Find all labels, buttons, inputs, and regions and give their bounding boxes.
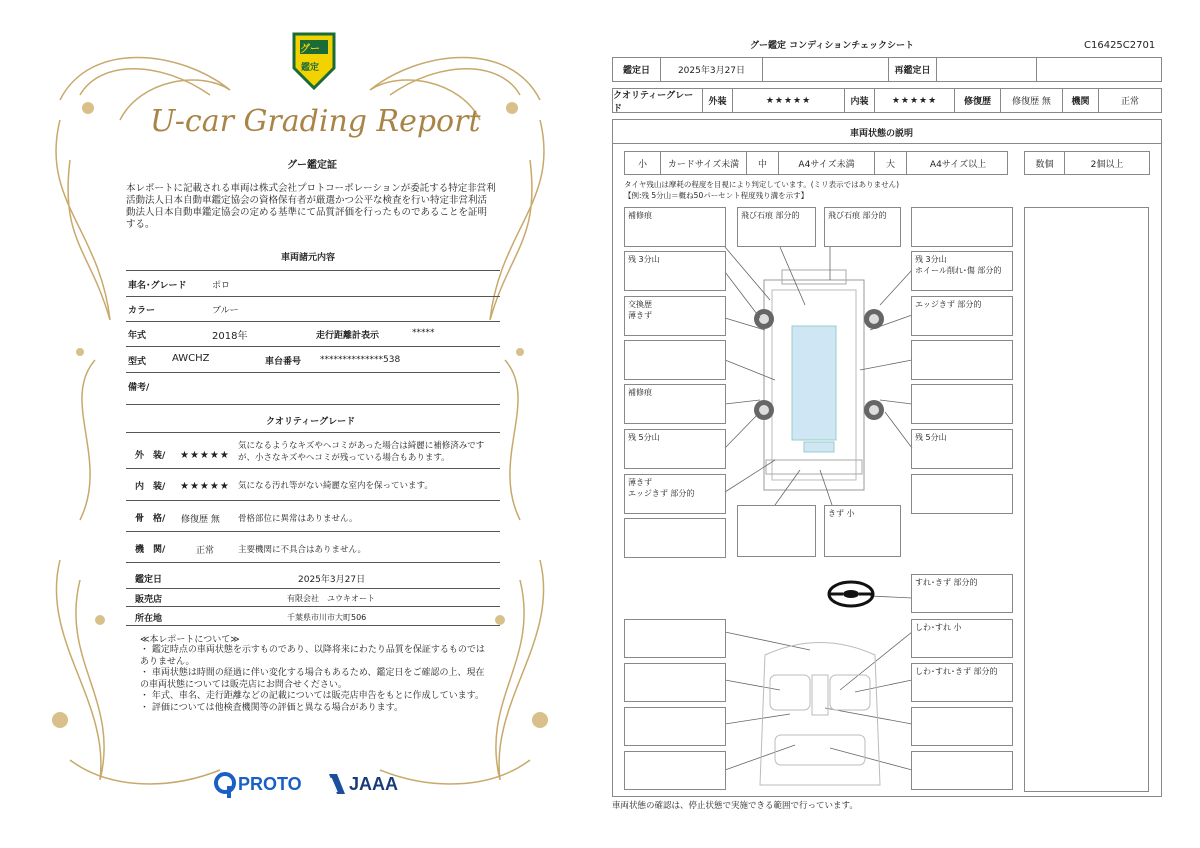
interior-box bbox=[624, 663, 726, 702]
date-value: 2025年3月27日 bbox=[298, 575, 366, 585]
jaaa-logo-icon bbox=[327, 772, 347, 796]
divider bbox=[126, 625, 500, 626]
damage-box: 薄きず エッジきず 部分的 bbox=[624, 474, 726, 514]
divider bbox=[126, 270, 500, 271]
color-label: カラー bbox=[128, 306, 156, 316]
divider bbox=[126, 346, 500, 347]
divider bbox=[126, 296, 500, 297]
year-value: 2018年 bbox=[212, 331, 248, 342]
note-item: ・ 鑑定時点の車両状態を示すものであり、以降将来にわたり品質を保証するものではありません。 bbox=[140, 645, 485, 667]
divider bbox=[126, 562, 500, 563]
damage-box: 補修痕 bbox=[624, 384, 726, 424]
notes-title: ≪本レポートについて≫ bbox=[140, 635, 240, 645]
interior-box: すれ･きず 部分的 bbox=[911, 574, 1013, 613]
interior-box: しわ･すれ･きず 部分的 bbox=[911, 663, 1013, 702]
name-label: 車名･グレード bbox=[128, 281, 187, 291]
legend-large-desc: A4サイズ以上 bbox=[929, 159, 987, 170]
mileage-label: 走行距離計表示 bbox=[316, 331, 380, 341]
condition-check-sheet bbox=[600, 0, 1200, 848]
sheet-title: グー鑑定 コンディションチェックシート bbox=[750, 41, 914, 51]
proto-logo-text: PROTO bbox=[238, 774, 302, 794]
address-value: 千葉県市川市大町506 bbox=[287, 613, 367, 622]
legend-large: 大 bbox=[875, 152, 907, 174]
interior-box bbox=[624, 619, 726, 658]
frame-value: 修復歴 無 bbox=[181, 515, 220, 525]
interior-box bbox=[624, 707, 726, 746]
badge-top-text: グー bbox=[300, 44, 320, 55]
divider bbox=[126, 372, 500, 373]
damage-box: 交換歴 薄きず bbox=[624, 296, 726, 336]
divider bbox=[126, 606, 500, 607]
frame-label: 骨 格/ bbox=[135, 514, 166, 524]
damage-box: 残 5分山 bbox=[911, 429, 1013, 469]
certificate-title: グー鑑定証 bbox=[287, 160, 337, 171]
interior-box bbox=[911, 707, 1013, 746]
ext-stars: ★★★★★ bbox=[733, 89, 845, 112]
repair-value: 修復歴 無 bbox=[1001, 89, 1063, 112]
damage-box bbox=[911, 474, 1013, 514]
car-interior-diagram bbox=[750, 635, 890, 795]
engine-desc: 主要機関に不具合はありません。 bbox=[238, 545, 367, 555]
exterior-stars: ★★★★★ bbox=[180, 450, 230, 461]
dealer-label: 販売店 bbox=[135, 595, 163, 605]
legend-small-desc: カードサイズ未満 bbox=[661, 152, 747, 174]
chassis-label: 車台番号 bbox=[265, 357, 302, 367]
remarks-label: 備考/ bbox=[128, 383, 150, 393]
mileage-value: ***** bbox=[412, 328, 435, 338]
date-label: 鑑定日 bbox=[135, 575, 163, 585]
chassis-value: **************538 bbox=[320, 355, 401, 365]
proto-logo-icon bbox=[214, 772, 236, 798]
model-value: AWCHZ bbox=[172, 353, 210, 364]
redate-label: 再鑑定日 bbox=[889, 58, 937, 81]
interior-box bbox=[911, 751, 1013, 790]
sheet-id: C16425C2701 bbox=[1084, 40, 1156, 51]
divider bbox=[126, 404, 500, 405]
quality-heading: クオリティーグレード bbox=[266, 417, 356, 427]
report-title: U-car Grading Report bbox=[150, 104, 481, 139]
damage-box: きず 小 bbox=[824, 505, 901, 557]
engine-label: 機関 bbox=[1063, 89, 1099, 112]
divider bbox=[126, 500, 500, 501]
interior-stars: ★★★★★ bbox=[180, 481, 230, 492]
damage-box bbox=[911, 384, 1013, 424]
damage-box bbox=[911, 207, 1013, 247]
footer-note: 車両状態の確認は、停止状態で実施できる範囲で行っています。 bbox=[612, 801, 858, 811]
damage-box: 残 3分山 ホイール削れ･傷 部分的 bbox=[911, 251, 1013, 291]
date-value: 2025年3月27日 bbox=[661, 58, 763, 81]
note-item: ・ 年式、車名、走行距離などの記載については販売店申告をもとに作成しています。 bbox=[140, 691, 484, 701]
divider bbox=[126, 432, 500, 433]
damage-box bbox=[624, 340, 726, 380]
note-item: ・ 評価については他検査機関等の評価と異なる場合があります。 bbox=[140, 702, 403, 713]
note-item: ・ 車両状態は時間の経過に伴い変化する場合もあるため、鑑定日をご確認の上、現在の車両状態については販売店にお問合せください。 bbox=[140, 668, 485, 690]
certificate-intro: 本レポートに記載される車両は株式会社プロトコーポレーションが委託する特定非営利活動法人日本自動車鑑定協会の資格保有者が厳選かつ公平な検査を行い特定非営利活動法人日本自動車鑑定協会の定める基準にて品質評価を行ったものであることを証明する。 bbox=[126, 183, 496, 230]
divider bbox=[126, 588, 500, 589]
interior-box: しわ･すれ 小 bbox=[911, 619, 1013, 658]
address-label: 所在地 bbox=[135, 614, 163, 624]
steering-wheel-icon bbox=[826, 580, 876, 610]
divider bbox=[126, 321, 500, 322]
badge-bottom-text: 鑑定 bbox=[301, 63, 320, 73]
color-value: ブルー bbox=[212, 306, 239, 316]
legend-mid: 中 bbox=[747, 152, 779, 174]
engine-value: 正常 bbox=[1120, 97, 1139, 107]
legend-count-desc: 2個以上 bbox=[1090, 159, 1124, 170]
damage-box bbox=[911, 340, 1013, 380]
damage-box bbox=[624, 518, 726, 558]
exterior-label: 外 装/ bbox=[135, 451, 166, 461]
tire-example: 【例:残 5分山＝概ね50パーセント程度残り溝を示す】 bbox=[624, 191, 809, 200]
divider bbox=[126, 531, 500, 532]
int-label: 内装 bbox=[845, 89, 875, 112]
interior-label: 内 装/ bbox=[135, 482, 166, 492]
notes-list bbox=[140, 645, 490, 714]
jaaa-logo-text: JAAA bbox=[349, 774, 399, 794]
damage-box: 飛び石痕 部分的 bbox=[737, 207, 816, 247]
date-label: 鑑定日 bbox=[613, 58, 661, 81]
interior-box bbox=[624, 751, 726, 790]
damage-box: 残 3分山 bbox=[624, 251, 726, 291]
engine-value: 正常 bbox=[196, 546, 215, 556]
damage-box: エッジきず 部分的 bbox=[911, 296, 1013, 336]
year-label: 年式 bbox=[128, 331, 147, 341]
name-value: ポロ bbox=[212, 281, 231, 291]
frame-desc: 骨格部位に異常はありません。 bbox=[238, 514, 358, 524]
int-stars: ★★★★★ bbox=[875, 89, 955, 112]
damage-box: 残 5分山 bbox=[624, 429, 726, 469]
dealer-value: 有限会社 ユウキオート bbox=[287, 594, 375, 603]
legend-mid-desc: A4サイズ未満 bbox=[779, 152, 875, 174]
model-label: 型式 bbox=[128, 357, 147, 367]
damage-box: 飛び石痕 部分的 bbox=[824, 207, 901, 247]
section-title: 車両状態の説明 bbox=[850, 129, 914, 139]
legend-small: 小 bbox=[625, 152, 661, 174]
repair-label: 修復歴 bbox=[955, 89, 1001, 112]
interior-desc: 気になる汚れ等がない綺麗な室内を保っています。 bbox=[238, 481, 433, 491]
exterior-desc: 気になるようなキズやヘコミがあった場合は綺麗に補修済みですが、小さなキズやヘコミが残っている場合もあります。 bbox=[238, 441, 485, 463]
spec-heading: 車両諸元内容 bbox=[281, 253, 336, 263]
ext-label: 外装 bbox=[703, 89, 733, 112]
legend-count: 数個 bbox=[1025, 152, 1065, 174]
damage-box: 補修痕 bbox=[624, 207, 726, 247]
grade-label: クオリティーグレード bbox=[613, 89, 703, 112]
tire-note: タイヤ残山は摩耗の程度を目視により判定しています。(ミリ表示ではありません) bbox=[624, 180, 900, 189]
divider bbox=[126, 468, 500, 469]
engine-label: 機 関/ bbox=[135, 545, 166, 555]
damage-box bbox=[737, 505, 816, 557]
